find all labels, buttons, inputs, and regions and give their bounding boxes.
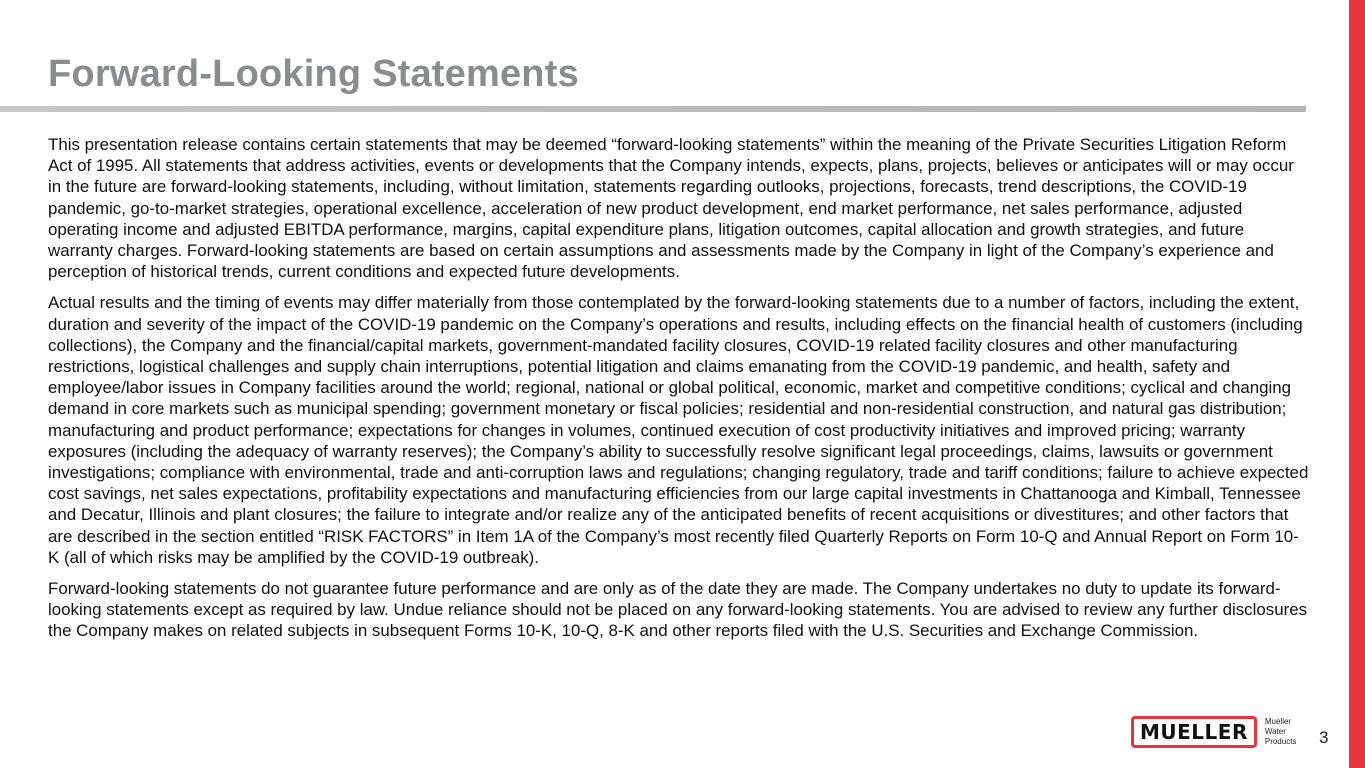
logo-line: Water [1264, 727, 1286, 736]
title-divider [0, 106, 1306, 112]
logo-line: Mueller [1264, 717, 1292, 726]
disclaimer-body [48, 134, 1310, 652]
logo-wordmark: MUELLER [1131, 716, 1257, 748]
paragraph-risk-factors: Actual results and the timing of events may differ materially from those contemplated by the forward-looking statements due to a number of factors, including the extent, duration and severity of the impact of the COVID-19 pandemic on the Company’s operations and results, including effects on the financial health of customers (including collections), the Company and the financial/capital markets, government-mandated facility closures, COVID-19 related facility closures and other manufacturing restrictions, logistical challenges and supply chain interruptions, potential litigation and claims emanating from the COVID-19 pandemic, and health, safety and employee/labor issues in Company facilities around the world; regional, national or global political, economic, market and competitive conditions; cyclical and changing demand in core markets such as municipal spending; government monetary or fiscal policies; residential and non-residential construction, and natural gas distribution; manufacturing and product performance; expectations for changes in volumes, continued execution of cost productivity initiatives and improved pricing; warranty exposures (including the adequacy of warranty reserves); the Company’s ability to successfully resolve significant legal proceedings, claims, lawsuits or government investigations; compliance with environmental, trade and anti-corruption laws and regulations; changing regulatory, trade and tariff conditions; failure to achieve expected cost savings, net sales expectations, profitability expectations and manufacturing efficiencies from our large capital investments in Chattanooga and Kimball, Tennessee and Decatur, Illinois and plant closures; the failure to integrate and/or realize any of the anticipated benefits of recent acquisitions or divestitures; and other factors that are described in the section entitled “RISK FACTORS” in Item 1A of the Company’s most recently filed Quarterly Reports on Form 10-Q and Annual Report on Form 10-K (all of which risks may be amplified by the COVID-19 outbreak). [48, 293, 1309, 567]
logo-company-name [1265, 717, 1297, 747]
mueller-logo [1131, 716, 1296, 748]
paragraph-intro: This presentation release contains certain statements that may be deemed “forward-looking statements” within the meaning of the Private Securities Litigation Reform Act of 1995. All statements that address activities, events or developments that the Company intends, expects, plans, projects, believes or anticipates will or may occur in the future are forward-looking statements, including, without limitation, statements regarding outlooks, projections, forecasts, trend descriptions, the COVID-19 pandemic, go-to-market strategies, operational excellence, acceleration of new product development, end market performance, net sales performance, adjusted operating income and adjusted EBITDA performance, margins, capital expenditure plans, litigation outcomes, capital allocation and growth strategies, and future warranty charges. Forward-looking statements are based on certain assumptions and assessments made by the Company in light of the Company’s experience and perception of historical trends, current conditions and expected future developments. [48, 135, 1294, 282]
slide-title: Forward-Looking Statements [48, 53, 579, 95]
accent-side-bar [1349, 0, 1365, 768]
logo-line: Products [1264, 737, 1297, 746]
page-number: 3 [1319, 728, 1329, 747]
paragraph-no-guarantee: Forward-looking statements do not guarantee future performance and are only as of the date they are made. The Company undertakes no duty to update its forward-looking statements except as required by law. Undue reliance should not be placed on any forward-looking statements. You are advised to review any further disclosures the Company makes on related subjects in subsequent Forms 10-K, 10-Q, 8-K and other reports filed with the U.S. Securities and Exchange Commission. [48, 579, 1308, 641]
